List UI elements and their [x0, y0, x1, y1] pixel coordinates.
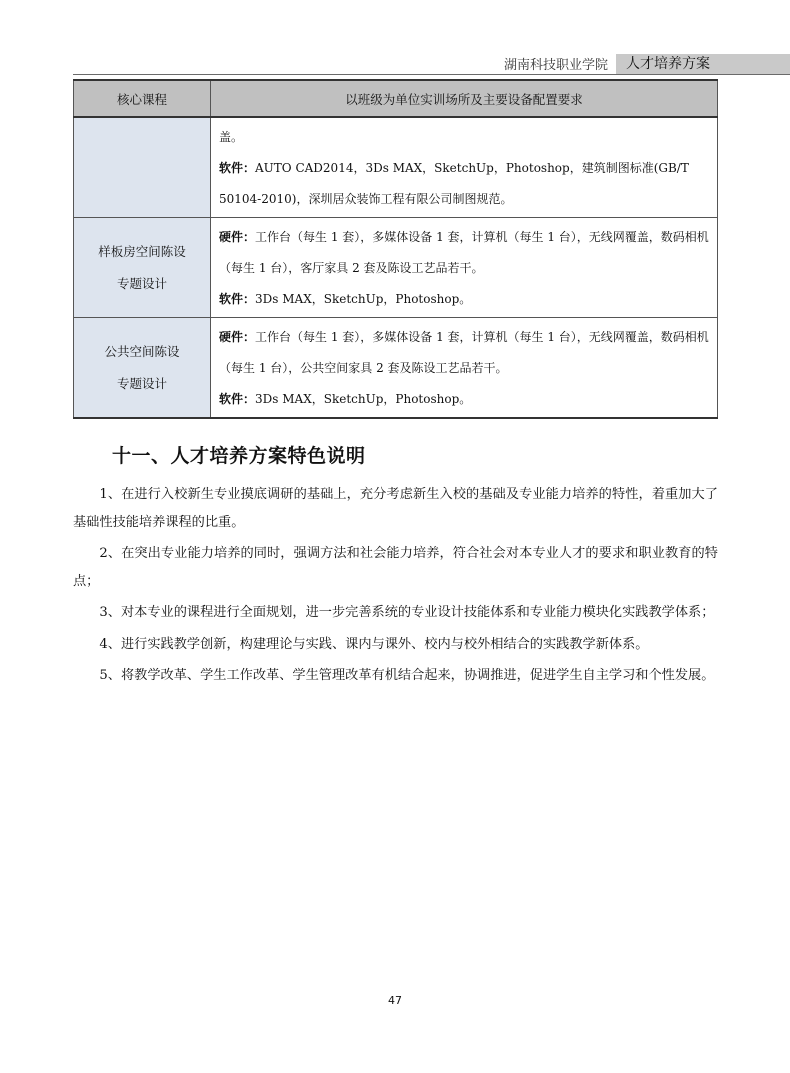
school-name: 湖南科技职业学院 — [503, 58, 608, 73]
course-cell — [74, 318, 211, 419]
software-line — [219, 284, 709, 315]
software-line — [219, 384, 709, 415]
hardware-text: 盖。 — [219, 130, 244, 144]
hardware-text: 工作台（每生 1 套），多媒体设备 1 套，计算机（每生 1 台），无线网覆盖，数码相机（每生 1 台），客厅家具 2 套及陈设工艺品若干。 — [219, 230, 709, 275]
course-cell — [74, 218, 211, 318]
course-name-line1: 样板房空间陈设 — [98, 243, 186, 259]
course-name-line1: 公共空间陈设 — [104, 343, 180, 359]
paragraph: 5、将教学改革、学生工作改革、学生管理改革有机结合起来，协调推进，促进学生自主学习和个性发展。 — [99, 668, 715, 683]
header-equipment-requirements: 以班级为单位实训场所及主要设备配置要求 — [211, 80, 718, 117]
software-text: AUTO CAD2014，3Ds MAX，SketchUp，Photoshop，建筑制图标准(GB/T 50104-2010)，深圳居众装饰工程有限公司制图规范。 — [219, 161, 689, 206]
requirements-cell — [211, 117, 718, 218]
section-heading: 十一、人才培养方案特色说明 — [112, 445, 366, 467]
hardware-label: 硬件： — [219, 230, 256, 244]
course-cell — [74, 117, 211, 218]
paragraph: 2、在突出专业能力培养的同时，强调方法和社会能力培养，符合社会对本专业人才的要求和职业教育的特点； — [73, 546, 718, 589]
document-title-tag: 人才培养方案 — [616, 54, 790, 74]
header-core-course: 核心课程 — [74, 80, 211, 117]
table-row — [74, 117, 718, 218]
course-name-line2: 专题设计 — [116, 275, 167, 291]
software-line — [219, 153, 709, 215]
hardware-line — [219, 322, 709, 384]
paragraph: 1、在进行入校新生专业摸底调研的基础上，充分考虑新生入校的基础及专业能力培养的特性，着重加大了基础性技能培养课程的比重。 — [73, 487, 718, 530]
software-label: 软件： — [219, 392, 256, 406]
requirements-cell — [211, 318, 718, 419]
section-body — [73, 481, 718, 694]
course-name-line2: 专题设计 — [116, 375, 167, 391]
software-text: 3Ds MAX，SketchUp，Photoshop。 — [255, 292, 472, 306]
software-text: 3Ds MAX，SketchUp，Photoshop。 — [255, 392, 472, 406]
table-header-row — [74, 80, 718, 117]
table-row — [74, 218, 718, 318]
hardware-line — [219, 222, 709, 284]
course-equipment-table — [73, 79, 718, 419]
page-header — [73, 46, 790, 75]
paragraph: 3、对本专业的课程进行全面规划，进一步完善系统的专业设计技能体系和专业能力模块化实践教学体系； — [99, 605, 715, 620]
paragraph: 4、进行实践教学创新，构建理论与实践、课内与课外、校内与校外相结合的实践教学新体系。 — [99, 636, 649, 652]
hardware-text: 工作台（每生 1 套），多媒体设备 1 套，计算机（每生 1 台），无线网覆盖，数码相机（每生 1 台），公共空间家具 2 套及陈设工艺品若干。 — [219, 330, 709, 375]
page-number: 47 — [388, 994, 402, 1007]
requirements-cell — [211, 218, 718, 318]
table-row — [74, 318, 718, 419]
software-label: 软件： — [219, 161, 256, 175]
software-label: 软件： — [219, 292, 256, 306]
hardware-label: 硬件： — [219, 330, 256, 344]
